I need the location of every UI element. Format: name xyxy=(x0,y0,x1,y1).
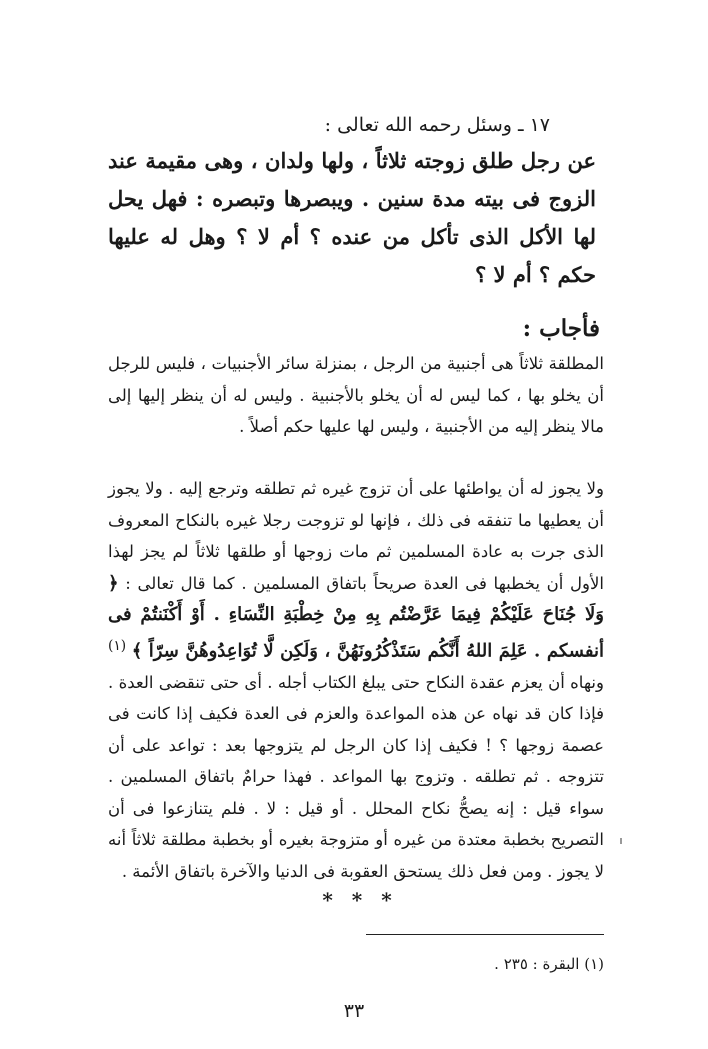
footnote-divider xyxy=(366,934,604,935)
question-intro: ١٧ ـ وسئل رحمه الله تعالى : xyxy=(324,114,550,136)
quran-verse: ﴿ وَلَا جُنَاحَ عَلَيْكُمْ فِيمَا عَرَّضْتُم بِهِ مِنْ خِطْبَةِ النِّسَاءِ . أَوْ أَكْنَنتُمْ فى أنفسكم . عَلِمَ اللهُ أَنَّكُم سَتَذْكُرُونَهُنَّ ، وَلَكِن لَّا تُوَاعِدُوهُنَّ سِرّاً ﴾ xyxy=(108,572,604,661)
page-number: ٣٣ xyxy=(343,1000,365,1022)
margin-mark xyxy=(620,838,622,844)
footnote-text: (١) البقرة : ٢٣٥ . xyxy=(494,955,604,973)
answer-heading: فأجاب : xyxy=(522,315,600,342)
answer-paragraph-2-part-2: ونهاه أن يعزم عقدة النكاح حتى يبلغ الكتاب أجله . أى حتى تنقضى العدة . فإذا كان قد نهاه عن هذه المواعدة والعزم فى العدة فكيف إذا كانت فى عصمة زوجها ؟ ! فكيف إذا كان الرجل لم يتزوجها بعد : تواعد على أن تتزوجه . ثم تطلقه . وتزوج بها المواعد . فهذا حرامٌ باتفاق المسلمين . سواء قيل : إنه يصحُّ نكاح المحلل . أو قيل : لا . فلم يتنازعوا فى أن التصريح بخطبة معتدة من غيره أو متزوجة بغيره أو بخطبة مطلقة ثلاثاً أنه لا يجوز . ومن فعل ذلك يستحق العقوبة فى الدنيا والآخرة باتفاق الأئمة . xyxy=(108,672,604,881)
answer-paragraph-2 xyxy=(108,473,604,887)
answer-paragraph-2-part-1: ولا يجوز له أن يواطئها على أن تزوج غيره ثم تطلقه وترجع إليه . ولا يجوز أن يعطيها ما تنفقه فى ذلك ، فإنها لو تزوجت رجلا غيره بالنكاح المعروف الذى جرت به عادة المسلمين ثم مات زوجها أو طلقها ثلاثاً لم يجز لهذا الأول أن يخطبها فى العدة صريحاً باتفاق المسلمين . كما قال تعالى : xyxy=(108,479,605,593)
answer-paragraph-1: المطلقة ثلاثاً هى أجنبية من الرجل ، بمنزلة سائر الأجنبيات ، فليس للرجل أن يخلو بها ، كما ليس له أن يخلو بالأجنبية . وليس له أن ينظر إليها إلى مالا ينظر إليه من الأجنبية ، وليس لها عليها حكم أصلاً . xyxy=(108,354,604,436)
question-text: عن رجل طلق زوجته ثلاثاً ، ولها ولدان ، وهى مقيمة عند الزوج فى بيته مدة سنين . ويبصرها وتبصره : فهل يحل لها الأكل الذى تأكل من عنده ؟ أم لا ؟ وهل له عليها حكم ؟ أم لا ؟ xyxy=(108,148,596,287)
section-separator: * * * xyxy=(322,888,398,912)
footnote-reference: (١) xyxy=(108,637,127,654)
